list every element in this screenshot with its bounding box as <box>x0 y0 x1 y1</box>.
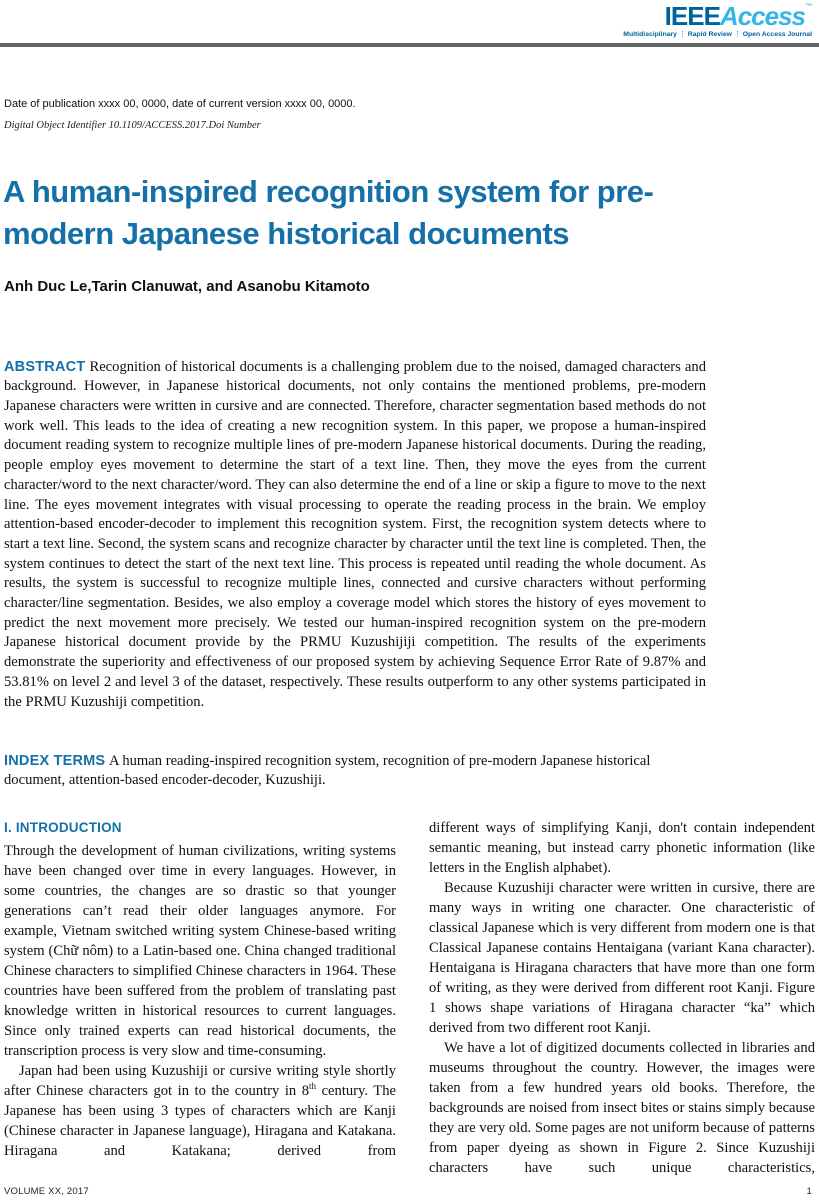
tagline-open-access: Open Access Journal <box>742 31 812 38</box>
journal-tagline <box>623 32 812 39</box>
intro-paragraph-4: We have a lot of digitized documents collected in libraries and museums throughout the country. However, the images were taken from a few hundred years old books. Therefore, the backgrounds are noised from insect bites or stains simply because they are very old. Some pages are not uniform because of patterns from paper dyeing as shown in Figure 2. Since Kuzushiji characters have such unique characteristics, <box>429 1040 815 1176</box>
intro-paragraph-2-continued: century. The Japanese has been using 3 types of characters which are Kanji (Chinese character in Japanese language), Hiragana and Katakana. Hiragana and Katakana; derived from <box>4 1083 396 1159</box>
abstract-paragraph <box>4 358 706 713</box>
doi-line: Digital Object Identifier 10.1109/ACCESS.2017.Doi Number <box>4 120 261 131</box>
paper-title-line-2: modern Japanese historical documents <box>3 216 570 251</box>
paper-title <box>3 171 803 255</box>
intro-paragraph-1: Through the development of human civilizations, writing systems have been changed over time in every languages. However, in some countries, the changes are so drastic so that younger generations can’t read their older languages anymore. For example, Vietnam switched writing system Chinese-based writing system (Chữ nôm) to a Latin-based one. China changed traditional Chinese characters to simplified Chinese characters in 1964. These countries have been suffered from the problem of translating past knowledge written in historical resources to current languages. Since only trained experts can read historical documents, the transcription process is very slow and time-consuming. <box>4 843 396 1059</box>
tagline-separator-icon: ⋮ <box>678 31 686 38</box>
tagline-rapid-review: Rapid Review <box>687 31 732 38</box>
intro-paragraph-2 <box>4 1061 396 1161</box>
tagline-multidisciplinary: Multidisciplinary <box>623 31 677 38</box>
trademark-mark: ™ <box>805 3 812 10</box>
author-list: Anh Duc Le,Tarin Clanuwat, and Asanobu Kitamoto <box>4 278 370 295</box>
tagline-separator-icon: ⋮ <box>733 31 741 38</box>
journal-logo <box>623 3 812 39</box>
abstract-label: ABSTRACT <box>4 358 86 375</box>
footer-volume: VOLUME XX, 2017 <box>4 1186 89 1197</box>
right-column <box>429 818 815 1178</box>
ieee-logo-text: IEEE <box>664 1 720 31</box>
index-terms-label: INDEX TERMS <box>4 752 106 769</box>
page-footer <box>4 1186 812 1197</box>
access-logo-text: Access <box>719 1 805 31</box>
publication-date-line: Date of publication xxxx 00, 0000, date of current version xxxx 00, 0000. <box>4 98 356 110</box>
intro-paragraph-2-text: Japan had been using Kuzushiji or cursive writing style shortly after Chinese characters got in to the country in 8 <box>4 1063 396 1099</box>
left-column <box>4 818 396 1178</box>
intro-paragraph-3: Because Kuzushiji character were written in cursive, there are many ways in writing one character. One characteristic of classical Japanese which is very different from modern one is that Classical Japanese contains Hentaigana (variant Kana character). Hentaigana is Hiragana characters that have more than one form of writing, as they were derived from different root Kanji. Figure 1 shows shape variations of Hiragana character “ka” which derived from two different root Kanji. <box>429 880 815 1036</box>
paper-title-line-1: A human-inspired recognition system for pre- <box>3 174 654 209</box>
two-column-body <box>4 818 815 1178</box>
index-terms-paragraph <box>4 752 710 791</box>
intro-paragraph-2-overflow: different ways of simplifying Kanji, don't contain independent semantic meaning, but instead carry phonetic information (like letters in the English alphabet). <box>429 820 815 876</box>
journal-logo-wordmark <box>623 3 812 29</box>
index-terms-text: A human reading-inspired recognition system, recognition of pre-modern Japanese historical document, attention-based encoder-decoder, Kuzushiji. <box>4 752 651 789</box>
superscript-th: th <box>309 1081 317 1092</box>
abstract-text: Recognition of historical documents is a challenging problem due to the noised, damaged characters and background. However, in Japanese historical documents, not only contains the mentioned problems, pre-modern Japanese characters were written in cursive and are connected. Therefore, character segmentation based methods do not work well. This leads to the idea of creating a new recognition system. In this paper, we propose a human-inspired document reading system to recognize multiple lines of pre-modern Japanese historical documents. During the reading, people employ eyes movement to determine the start of a text line. Then, they move the eyes from the current character/word to the next character/word. They can also determine the end of a line or skip a figure to move to the next line. The eyes movement integrates with visual processing to operate the reading process in the brain. We employ attention-based encoder-decoder to implement this recognition system. First, the recognition system detects where to start a text line. Second, the system scans and recognize character by character until the text line is completed. Then, the system continues to detect the start of the next text line. This process is repeated until reading the whole document. As results, the system is successful to recognize multiple lines, connected and cursive characters without performing character/line segmentation. Besides, we also employ a coverage model which stores the history of eyes movement to predict the next movement more precisely. We tested our human-inspired recognition system on the pre-modern Japanese historical document provide by the PRMU Kuzushijiji competition. The results of the experiments demonstrate the superiority and effectiveness of our proposed system by achieving Sequence Error Rate of 9.87% and 53.81% on level 2 and level 3 of the dataset, respectively. These results outperform to any other systems participated in the PRMU Kuzushiji competition. <box>4 358 706 710</box>
section-heading-introduction: I. INTRODUCTION <box>4 820 122 835</box>
header-divider-bar <box>0 43 819 47</box>
footer-page-number: 1 <box>806 1186 812 1197</box>
